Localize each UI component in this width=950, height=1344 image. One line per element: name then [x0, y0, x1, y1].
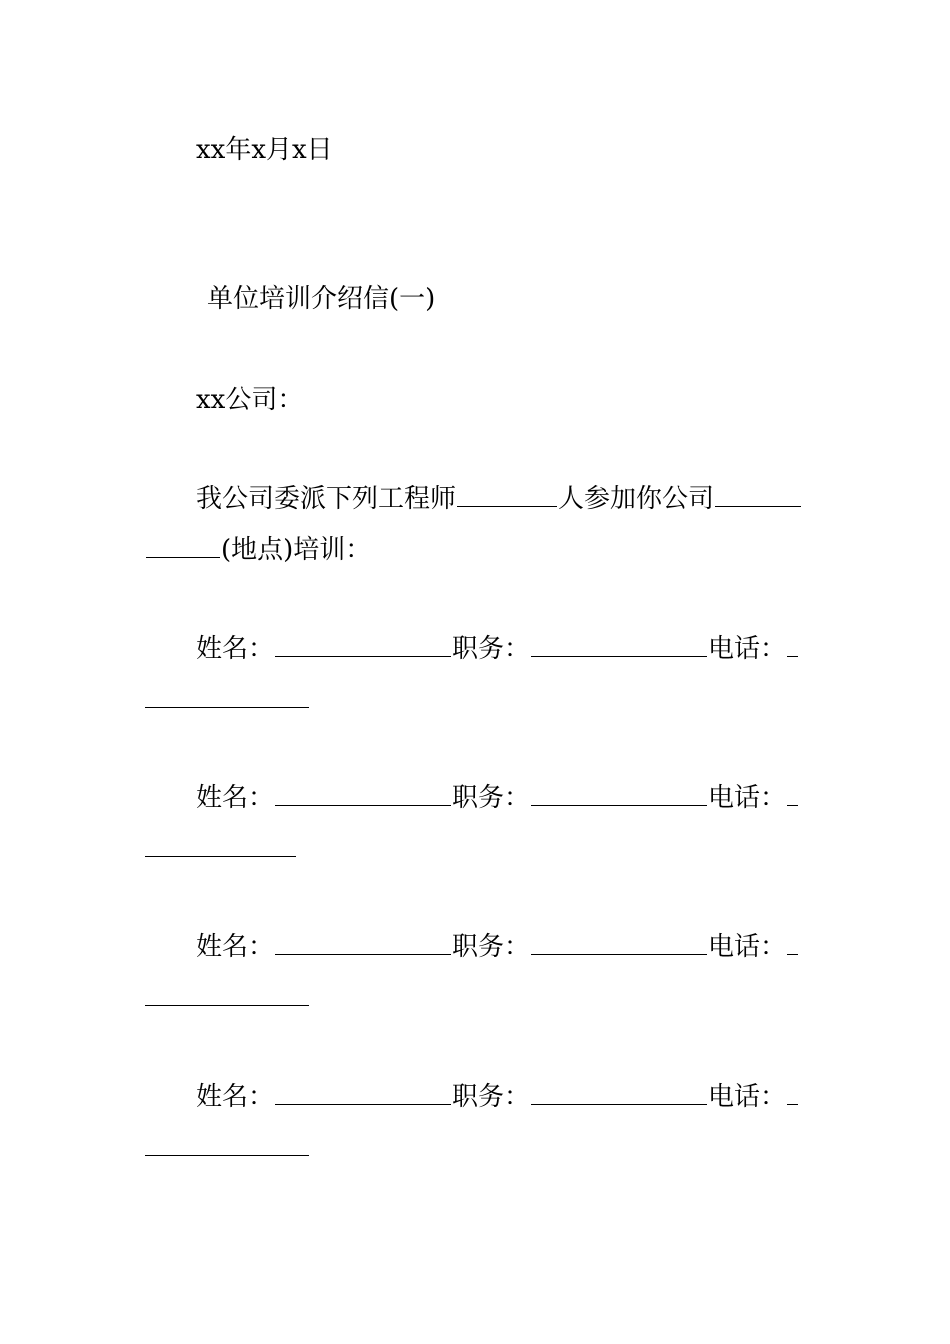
phone-label: 电话：: [708, 932, 787, 962]
position-label: 职务：: [452, 783, 531, 813]
title-text: 单位培训介绍信(一): [207, 284, 436, 314]
phone-blank-start[interactable]: [787, 1082, 798, 1105]
body-part-2: 人参加你公司: [558, 484, 715, 514]
name-blank[interactable]: [275, 634, 451, 657]
recipient-line: [196, 385, 303, 415]
location-blank-end[interactable]: [146, 535, 220, 558]
position-blank[interactable]: [531, 1082, 707, 1105]
name-label: 姓名：: [196, 783, 275, 813]
body-part-3: (地点)培训：: [221, 535, 372, 565]
location-blank-start[interactable]: [715, 484, 801, 507]
body-part-1: 我公司委派下列工程师: [196, 484, 457, 514]
engineer-count-blank[interactable]: [457, 484, 557, 507]
attendee-row-3: [196, 932, 799, 962]
phone-blank-end[interactable]: [145, 706, 309, 708]
body-line-2: [145, 535, 371, 565]
phone-label: 电话：: [708, 1082, 787, 1112]
name-blank[interactable]: [275, 783, 451, 806]
phone-blank-end[interactable]: [145, 1154, 309, 1156]
position-label: 职务：: [452, 1082, 531, 1112]
position-label: 职务：: [452, 634, 531, 664]
recipient-text: xx公司：: [196, 385, 304, 415]
position-blank[interactable]: [531, 932, 707, 955]
name-label: 姓名：: [196, 634, 275, 664]
name-blank[interactable]: [275, 1082, 451, 1105]
date-line: [196, 135, 333, 165]
name-label: 姓名：: [196, 1082, 275, 1112]
phone-blank-start[interactable]: [787, 932, 798, 955]
attendee-row-1: [196, 634, 799, 664]
position-blank[interactable]: [531, 634, 707, 657]
name-blank[interactable]: [275, 932, 451, 955]
phone-label: 电话：: [708, 783, 787, 813]
phone-label: 电话：: [708, 634, 787, 664]
letter-title: [207, 284, 435, 314]
attendee-row-4: [196, 1082, 799, 1112]
phone-blank-start[interactable]: [787, 634, 798, 657]
body-line-1: [196, 484, 802, 514]
phone-blank-start[interactable]: [787, 783, 798, 806]
position-label: 职务：: [452, 932, 531, 962]
name-label: 姓名：: [196, 932, 275, 962]
phone-blank-end[interactable]: [145, 1004, 309, 1006]
date-text: xx年x月x日: [196, 135, 333, 165]
position-blank[interactable]: [531, 783, 707, 806]
attendee-row-2: [196, 783, 799, 813]
phone-blank-end[interactable]: [145, 855, 296, 857]
